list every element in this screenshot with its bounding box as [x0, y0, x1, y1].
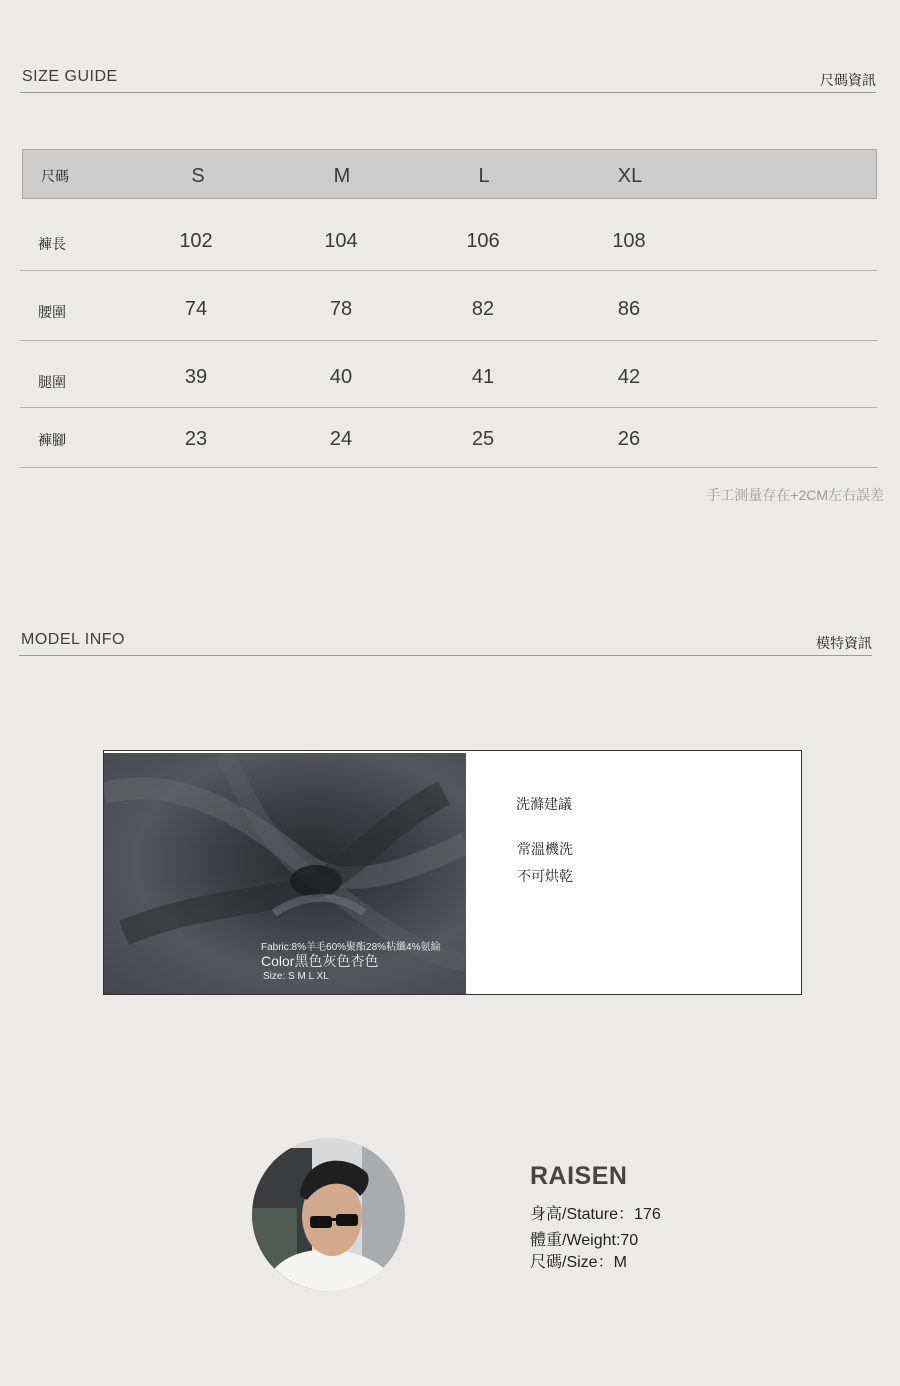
row-label: 腰圍: [38, 304, 66, 320]
table-cell: 102: [179, 230, 213, 252]
table-cell: 26: [617, 428, 641, 450]
table-row: [20, 408, 877, 468]
fabric-sizes: Size: S M L XL: [263, 971, 329, 982]
size-col-m: M: [333, 165, 351, 187]
size-table: [22, 149, 877, 468]
size-table-header: [22, 149, 877, 199]
model-stature: 身高/Stature：176: [530, 1206, 661, 1223]
size-guide-title: SIZE GUIDE: [22, 68, 118, 85]
row-label: 腿圍: [38, 374, 66, 390]
care-title: 洗滌建議: [516, 796, 572, 812]
size-col-xl: XL: [617, 165, 643, 187]
model-info-header: [19, 631, 872, 656]
table-row: [20, 199, 877, 271]
table-cell: 40: [329, 366, 353, 388]
measurement-note: 手工測量存在+2CM左右誤差: [706, 487, 884, 503]
model-portrait-illustration: [252, 1138, 405, 1291]
table-cell: 104: [324, 230, 358, 252]
size-guide-title-zh: 尺碼資訊: [820, 72, 876, 88]
fabric-color: Color黑色灰色杏色: [261, 953, 379, 969]
model-size: 尺碼/Size：M: [530, 1254, 627, 1271]
table-row: [20, 341, 877, 408]
fabric-composition: Fabric:8%羊毛60%聚酯28%粘纖4%氨綸: [261, 942, 441, 953]
table-cell: 41: [471, 366, 495, 388]
row-label: 褲腳: [38, 432, 66, 448]
table-cell: 78: [329, 298, 353, 320]
table-cell: 108: [612, 230, 646, 252]
row-label: 褲長: [38, 236, 66, 252]
model-weight: 體重/Weight:70: [530, 1232, 639, 1249]
table-row: [20, 271, 877, 341]
model-avatar: [252, 1138, 405, 1291]
table-cell: 39: [184, 366, 208, 388]
care-line: 常溫機洗: [517, 841, 573, 857]
table-cell: 23: [184, 428, 208, 450]
size-col-s: S: [191, 165, 205, 187]
size-guide-header: [20, 68, 876, 93]
table-cell: 42: [617, 366, 641, 388]
fabric-card: [103, 750, 802, 995]
table-cell: 74: [184, 298, 208, 320]
model-info-title: MODEL INFO: [21, 631, 125, 648]
model-info-title-zh: 模特資訊: [816, 635, 872, 651]
model-name: RAISEN: [530, 1162, 628, 1190]
fabric-image: [104, 753, 466, 994]
table-cell: 86: [617, 298, 641, 320]
table-cell: 82: [471, 298, 495, 320]
table-cell: 25: [471, 428, 495, 450]
size-corner-label: 尺碼: [41, 168, 69, 184]
size-col-l: L: [478, 165, 490, 187]
care-line: 不可烘乾: [517, 868, 573, 884]
table-cell: 24: [329, 428, 353, 450]
table-cell: 106: [466, 230, 500, 252]
